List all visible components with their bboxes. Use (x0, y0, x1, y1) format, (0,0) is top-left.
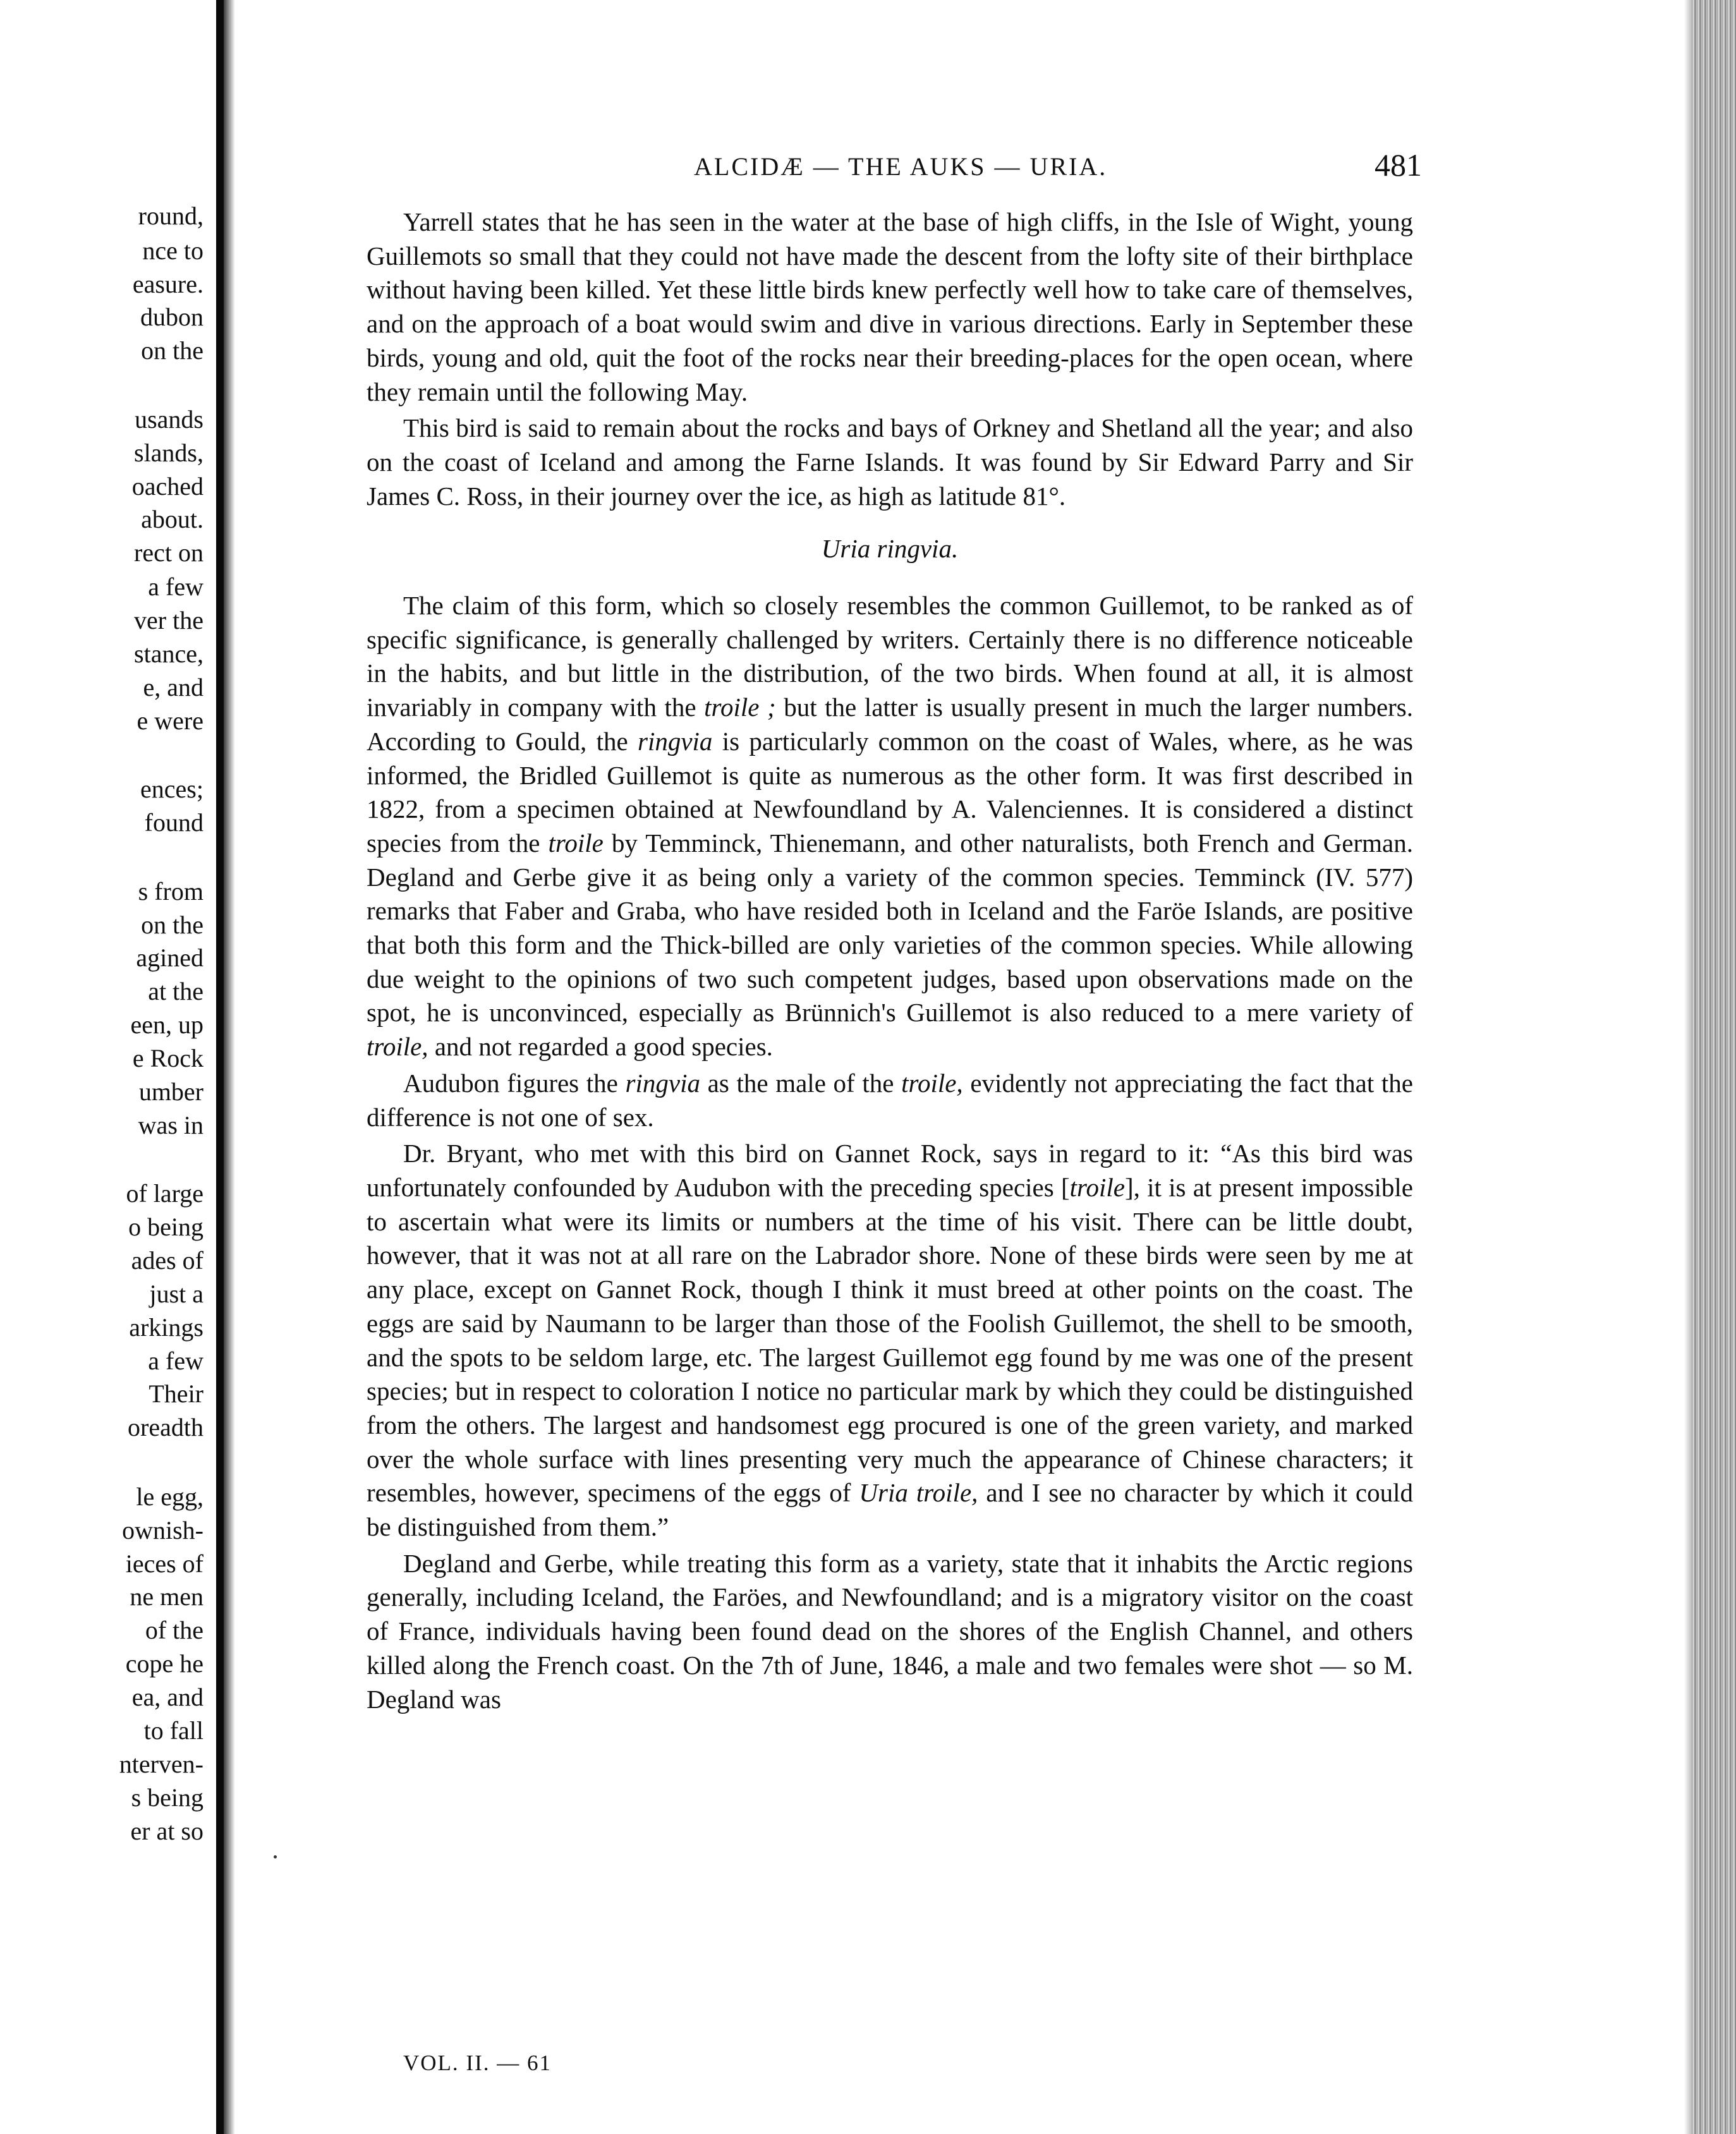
paragraph: Dr. Bryant, who met with this bird on Gannet Rock, says in regard to it: “As this bird was unfortunately confounded by Audubon with the preceding species [troile], it is at present impossible to ascertain what were its limits or numbers at the time of his visit. There can be little doubt, however, that it was not at all rare on the Labrador shore. None of these birds were seen by me at any place, except on Gannet Rock, though I think it must breed at other points on the coast. The eggs are said by Naumann to be larger than those of the Foolish Guillemot, the shell to be smooth, and the spots to be seldom large, etc. The largest Guillemot egg found by me was one of the present species; but in respect to coloration I notice no particular mark by which they could be distinguished from the others. The largest and handsomest egg procured is one of the green variety, and marked over the whole surface with lines presenting very much the appearance of Chinese characters; it resembles, however, specimens of the eggs of Uria troile, and I see no character by which it could be distinguished from them.” (367, 1139, 1413, 1542)
species-heading: Uria ringvia. (821, 534, 959, 564)
facing-page-line: er at so (130, 1817, 203, 1845)
facing-page-line: ver the (134, 606, 203, 634)
facing-page-line: oached (131, 472, 203, 500)
facing-page-line: on the (141, 336, 203, 365)
paragraph: Audubon figures the ringvia as the male of the troile, evidently not appreciating the fact that the difference is not one of sex. (367, 1068, 1413, 1132)
print-speck (274, 1855, 277, 1858)
facing-page-line: e, and (143, 673, 203, 701)
facing-page-line: s from (138, 877, 203, 906)
facing-page-line: nterven- (119, 1750, 203, 1778)
facing-page-line: a few (148, 573, 203, 601)
facing-page-line: of the (145, 1616, 203, 1644)
facing-page-line: dubon (140, 303, 203, 331)
facing-page-line: rect on (134, 538, 203, 567)
facing-page-line: was in (138, 1111, 203, 1139)
facing-page-line: found (144, 808, 203, 837)
facing-page-line: ences; (140, 775, 203, 803)
facing-page-line: ea, and (131, 1683, 203, 1711)
facing-page-line: een, up (130, 1010, 203, 1039)
facing-page-line: about. (141, 505, 203, 533)
facing-page-line: Their (149, 1379, 203, 1408)
facing-page-line: stance, (134, 640, 203, 668)
facing-page-line: o being (128, 1213, 203, 1241)
facing-page-line: le egg, (136, 1482, 203, 1511)
page-stack-edge (1692, 0, 1736, 2134)
paragraph: The claim of this form, which so closely resembles the common Guillemot, to be ranked as of specific significance, is generally challenged by writers. Certainly there is no difference noticeable in the habits, and but little in the distribution, of the two birds. When found at all, it is almost invariably in company with the troile ; but the latter is usually present in much the larger numbers. According to Gould, the ringvia is particularly common on the coast of Wales, where, as he was informed, the Bridled Guillemot is quite as numerous as the other form. It was first described in 1822, from a specimen obtained at Newfoundland by A. Valenciennes. It is considered a distinct species from the troile by Temminck, Thienemann, and other naturalists, both French and German. Degland and Gerbe give it as being only a variety of the common species. Temminck (IV. 577) remarks that Faber and Graba, who have resided both in Iceland and the Faröe Islands, are positive that both this form and the Thick-billed are only varieties of the common species. While allowing due weight to the opinions of two such competent judges, based upon observations made on the spot, he is unconvinced, especially as Brünnich's Guillemot is also reduced to a mere variety of troile, and not regarded a good species. (367, 591, 1413, 1062)
facing-page-line: usands (135, 405, 203, 433)
facing-page-line: easure. (132, 270, 203, 298)
book-gutter (216, 0, 224, 2134)
facing-page-line: e were (137, 706, 203, 735)
page (367, 0, 1428, 2134)
facing-page-line: on the (141, 911, 203, 939)
running-head-title: ALCIDÆ — THE AUKS — URIA. (694, 152, 1108, 181)
facing-page-line: ne men (130, 1582, 203, 1611)
page-number: 481 (1375, 147, 1422, 183)
facing-page-line: arkings (129, 1313, 203, 1342)
facing-page-line: slands, (134, 439, 203, 467)
facing-page-line: cope he (125, 1649, 203, 1678)
facing-page-line: round, (138, 202, 203, 230)
facing-page-line: nce to (142, 236, 203, 265)
facing-page-line: s being (131, 1783, 203, 1812)
facing-page-line: at the (148, 977, 203, 1005)
facing-page-line: oreadth (128, 1413, 203, 1441)
gutter-shadow (224, 0, 235, 2134)
facing-page-line: ownish- (122, 1516, 203, 1544)
running-head (367, 147, 1422, 191)
facing-page-fragment (0, 0, 221, 2134)
signature-mark: VOL. II. — 61 (403, 2051, 552, 2075)
page-edge-shadow (1684, 0, 1692, 2134)
facing-page-line: a few (148, 1347, 203, 1375)
paragraph: This bird is said to remain about the rocks and bays of Orkney and Shetland all the year; and also on the coast of Iceland and among the Farne Islands. It was found by Sir Edward Parry and Sir James C. Ross, in their journey over the ice, as high as latitude 81°. (367, 413, 1413, 511)
paragraph: Degland and Gerbe, while treating this form as a variety, state that it inhabits the Arctic regions generally, including Iceland, the Faröes, and Newfoundland; and is a migratory visitor on the coast of France, individuals having been found dead on the shores of the English Channel, and others killed along the French coast. On the 7th of June, 1846, a male and two females were shot — so M. Degland was (367, 1548, 1413, 1714)
facing-page-line: umber (138, 1077, 203, 1106)
facing-page-line: e Rock (132, 1044, 203, 1072)
facing-page-line: ades of (131, 1246, 203, 1275)
facing-page-line: to fall (143, 1716, 203, 1745)
body-text (367, 205, 1413, 1716)
facing-page-line: agined (136, 943, 203, 972)
facing-page-line: ieces of (125, 1549, 203, 1578)
paragraph: Yarrell states that he has seen in the water at the base of high cliffs, in the Isle of Wight, young Guillemots so small that they could not have made the descent from the lofty site of their birthplace without having been killed. Yet these little birds knew perfectly well how to take care of themselves, and on the approach of a boat would swim and dive in various directions. Early in September these birds, young and old, quit the foot of the rocks near their breeding-places for the open ocean, where they remain until the following May. (367, 207, 1413, 406)
facing-page-line: just a (149, 1280, 203, 1308)
facing-page-line: of large (126, 1179, 203, 1208)
